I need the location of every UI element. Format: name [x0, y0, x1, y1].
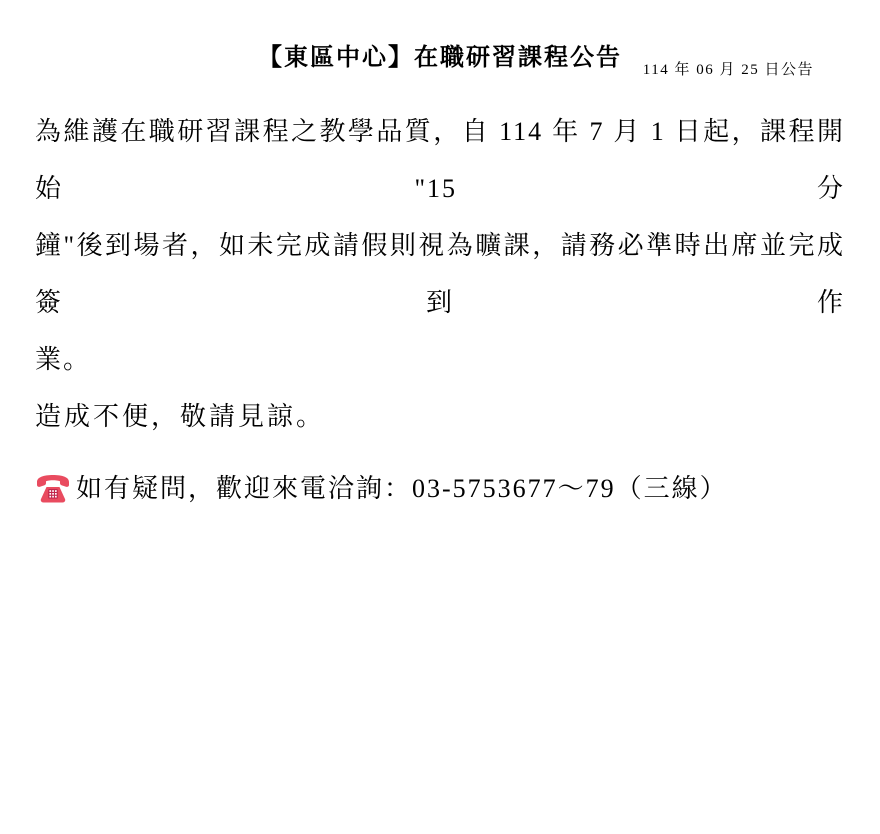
contact-paragraph [35, 460, 845, 517]
contact-text: 如有疑問，歡迎來電洽詢：03-5753677～79（三線） [76, 474, 728, 503]
policy-line-1: 為維護在職研習課程之教學品質，自 114 年 7 月 1 日起，課程開始"15 分 [35, 117, 845, 203]
document-body [35, 103, 845, 517]
page-title: 【東區中心】在職研習課程公告 [258, 45, 622, 71]
policy-paragraph [35, 103, 845, 388]
announcement-date: 114 年 06 月 25 日公告 [642, 62, 814, 78]
apology-paragraph: 造成不便，敬請見諒。 [35, 402, 326, 431]
policy-line-3: 業。 [35, 345, 92, 374]
telephone-icon [35, 473, 71, 505]
document-header [0, 0, 880, 82]
policy-line-2: 鐘"後到場者，如未完成請假則視為曠課，請務必準時出席並完成簽到作 [35, 231, 845, 317]
